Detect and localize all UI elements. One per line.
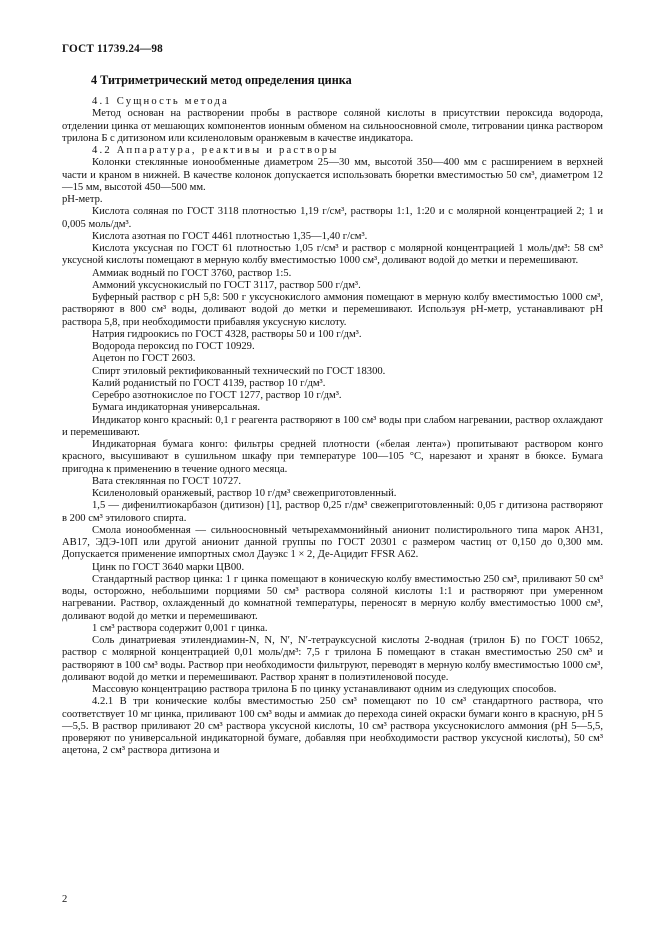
section-title: 4 Титриметрический метод определения цинка (91, 73, 352, 87)
paragraph: pH-метр. (62, 194, 103, 205)
paragraph: Смола ионообменная — сильноосновный четырехаммонийный анионит полистирольного типа марок АН31, АВ17, ЭДЭ-10П или другой анионит данной группы по ГОСТ 20301 с размером частиц от 0,150 до 0,300 мм. Допускается применение импортных смол Дауэкс 1 × 2, Де-Ацидит FFSR A62. (62, 524, 603, 561)
paragraph: Водорода пероксид по ГОСТ 10929. (92, 341, 255, 352)
paragraph: Ксиленоловый оранжевый, раствор 10 г/дм³ свежеприготовленный. (92, 488, 397, 499)
paragraph: Спирт этиловый ректификованный технический по ГОСТ 18300. (92, 365, 386, 377)
paragraph: Буферный раствор с pH 5,8: 500 г уксуснокислого аммония помещают в мерную колбу вместимостью 1000 см³, растворяют в 800 см³ воды, доливают водой до метки и перемешивают. Используя pH-метр, устанавливают pH раствора 5,8, при необходимости прибавляя уксусную кислоту. (62, 292, 603, 328)
paragraph: 1,5 — дифенилтиокарбазон (дитизон) [1], раствор 0,25 г/дм³ свежеприготовленный: 0,05 г дитизона растворяют в 200 см³ этилового спирта. (62, 500, 603, 524)
paragraph: Массовую концентрацию раствора трилона Б по цинку устанавливают одним из следующих способов. (92, 684, 557, 695)
paragraph: Метод основан на растворении пробы в растворе соляной кислоты в присутствии пероксида водорода, отделении цинка от мешающих компонентов ионным обменом на сильноосновной смоле, титровании цинка раствором трилона Б с дитизоном или ксиленоловым оранжевым в качестве индикатора. (62, 108, 603, 144)
paragraph: Вата стеклянная по ГОСТ 10727. (92, 475, 242, 487)
page-number: 2 (62, 894, 68, 905)
subsection-heading-essence: 4.1 Сущность метода (92, 96, 229, 107)
paragraph: Цинк по ГОСТ 3640 марки ЦВ00. (92, 561, 245, 573)
paragraph: Аммиак водный по ГОСТ 3760, раствор 1:5. (92, 267, 292, 279)
document-id-header: ГОСТ 11739.24—98 (62, 43, 163, 55)
paragraph: Стандартный раствор цинка: 1 г цинка помещают в коническую колбу вместимостью 250 см³, приливают 50 см³ воды, осторожно, небольшими порциями 50 см³ раствора соляной кислоты 1:1 и растворяют при умеренном нагревании. Раствор, охлажденный до комнатной температуры, переносят в мерную колбу вместимостью 1000 см³, доливают водой до метки и перемешивают. (62, 573, 603, 622)
paragraph: Кислота уксусная по ГОСТ 61 плотностью 1,05 г/см³ и раствор с молярной концентрацией 1 моль/дм³: 58 см³ уксусной кислоты помещают в мерную колбу вместимостью 1000 см³, доливают водой до метки и перемешивают. (62, 243, 603, 267)
paragraph: Ацетон по ГОСТ 2603. (92, 353, 196, 365)
paragraph: Серебро азотнокислое по ГОСТ 1277, раствор 10 г/дм³. (92, 390, 342, 401)
paragraph: Бумага индикаторная универсальная. (92, 402, 261, 414)
paragraph: Соль динатриевая этилендиамин-N, N, N′, N′-тетрауксусной кислоты 2-водная (трилон Б) по ГОСТ 10652, раствор с молярной концентрацией 0,01 моль/дм³: 7,5 г трилона Б помещают в стакан вместимостью 250 см³ и растворяют в 100 см³ воды. Раствор при необходимости фильтруют, переводят в мерную колбу вместимостью 1000 см³, доливают водой до метки и перемешивают. Раствор хранят в полиэтиленовой посуде. (62, 635, 603, 683)
paragraph: Натрия гидроокись по ГОСТ 4328, растворы 50 и 100 г/дм³. (92, 328, 362, 340)
document-body (62, 96, 603, 758)
paragraph: Колонки стеклянные ионообменные диаметром 25—30 мм, высотой 350—400 мм с расширением в верхней части и краном в нижней. В качестве колонок допускается использовать бюретки вместимостью 50 см³, диаметром 12—15 мм, высотой 450—500 мм. (62, 157, 603, 193)
paragraph: Кислота соляная по ГОСТ 3118 плотностью 1,19 г/см³, растворы 1:1, 1:20 и с молярной концентрацией 2; 1 и 0,005 моль/дм³. (62, 206, 603, 230)
paragraph: Аммоний уксуснокислый по ГОСТ 3117, раствор 500 г/дм³. (92, 279, 361, 291)
paragraph: 4.2.1 В три конические колбы вместимостью 250 см³ помещают по 10 см³ стандартного раствора, что соответствует 10 мг цинка, приливают 100 см³ воды и аммиак до перехода синей окраски бумаги конго в красную, pH 5—5,5. В раствор приливают 20 см³ раствора уксусной кислоты, 10 см³ раствора уксуснокислого аммония (pH 5—5,5, проверяют по универсальной индикаторной бумаге, добавляя при необходимости раствор уксусной кислоты), 50 см³ ацетона, 2 см³ раствора дитизона и (62, 696, 603, 757)
paragraph: Индикаторная бумага конго: фильтры средней плотности («белая лента») пропитывают раствором конго красного, высушивают в сушильном шкафу при температуре 100—105 °С, нарезают и хранят в бюксе. Бумага пригодна к применению в течение одного месяца. (62, 439, 603, 475)
paragraph: Индикатор конго красный: 0,1 г реагента растворяют в 100 см³ воды при слабом нагревании, раствор охлаждают и перемешивают. (62, 414, 603, 438)
paragraph: 1 см³ раствора содержит 0,001 г цинка. (92, 622, 268, 634)
paragraph: Калий роданистый по ГОСТ 4139, раствор 10 г/дм³. (92, 377, 326, 389)
subsection-heading-apparatus: 4.2 Аппаратура, реактивы и растворы (92, 145, 339, 156)
paragraph: Кислота азотная по ГОСТ 4461 плотностью 1,35—1,40 г/см³. (92, 230, 368, 242)
